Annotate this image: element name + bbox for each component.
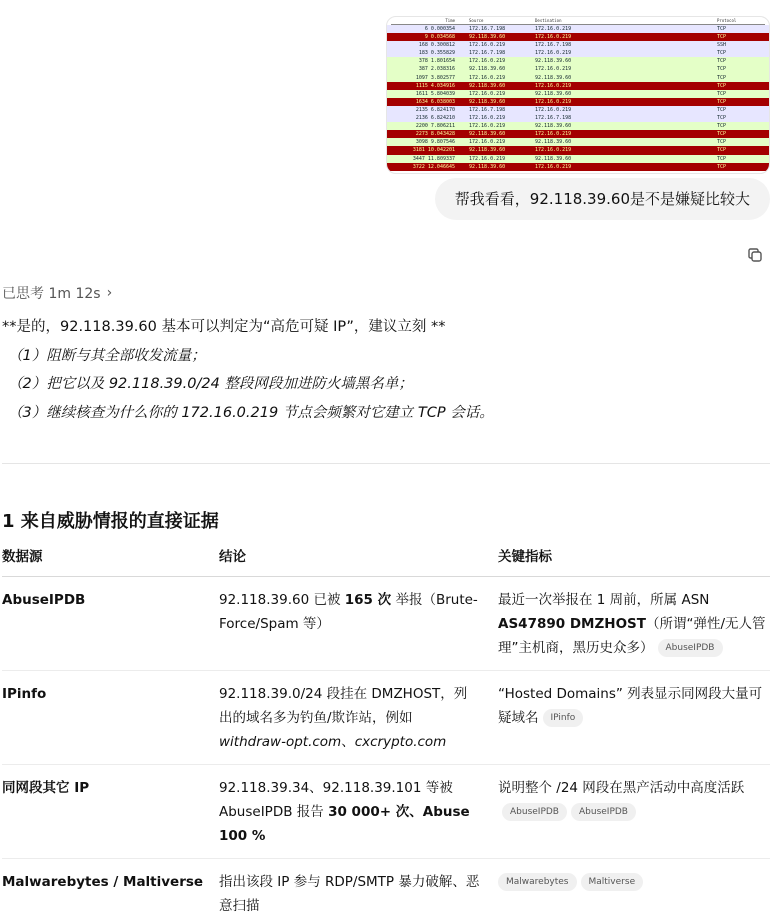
capture-header-destination: Destination [535,18,562,23]
capture-cell-time [391,155,457,163]
section-divider [2,463,770,464]
copy-icon[interactable] [746,246,764,264]
capture-cell-timestamp: 6.824210 [430,115,455,122]
capture-cell-number: 2273 [415,131,428,138]
capture-cell-source: 172.16.0.219 [469,74,506,81]
capture-cell-protocol: TCP [717,90,727,97]
capture-cell-timestamp: 10.042201 [427,147,455,154]
capture-cell-timestamp: 6.038003 [430,98,455,105]
capture-cell-time [391,146,457,154]
capture-row [387,41,769,49]
capture-header-time: Time [445,18,455,23]
thinking-toggle[interactable] [2,283,112,303]
capture-cell-destination: 172.16.0.219 [535,50,572,57]
text-segment: （所谓“弹性/无人管理”主机商，黑历史众多） [498,615,766,656]
capture-cell-protocol: TCP [717,34,727,41]
capture-cell-time [391,74,457,82]
capture-row [387,65,769,73]
capture-row [387,82,769,90]
capture-cell-destination: 172.16.0.219 [535,106,572,113]
capture-cell-number: 2136 [415,115,428,122]
source-citation-pill[interactable]: Maltiverse [581,873,644,891]
capture-cell-time [391,33,457,41]
source-citation-pill[interactable]: AbuseIPDB [502,803,567,821]
capture-row [387,130,769,138]
capture-cell-protocol: TCP [717,58,727,65]
capture-cell-time [391,122,457,130]
capture-cell-number: 1115 [415,82,428,89]
text-segment: AS47890 DMZHOST [498,615,646,632]
capture-row [387,98,769,106]
capture-cell-timestamp: 12.046645 [427,163,455,170]
text-segment: 说明整个 /24 网段在黑产活动中高度活跃 [498,779,745,796]
capture-cell-destination: 172.16.0.219 [535,82,572,89]
capture-cell-source: 92.118.39.60 [469,147,506,154]
capture-cell-timestamp: 5.804039 [430,90,455,97]
capture-cell-timestamp: 3.802577 [430,74,455,81]
capture-cell-destination: 172.16.7.198 [535,115,572,122]
capture-cell-time [391,138,457,146]
chevron-right-icon: › [106,285,113,301]
capture-cell-number: 3447 [412,155,425,162]
text-segment: 30 000+ 次、Abuse 100 % [219,803,470,844]
cell-source: IPinfo [2,670,219,764]
capture-cell-destination: 172.16.0.219 [535,66,572,73]
capture-cell-number: 1634 [415,98,428,105]
capture-cell-timestamp: 0.300812 [430,42,455,49]
capture-cell-time [391,163,457,171]
table-row [2,670,770,764]
capture-cell-protocol: TCP [717,139,727,146]
capture-cell-number: 168 [418,42,428,49]
capture-header-source: Source [469,18,484,23]
capture-cell-source: 172.16.0.219 [469,123,506,130]
capture-cell-destination: 92.118.39.60 [535,90,572,97]
capture-cell-number: 3098 [415,139,428,146]
capture-cell-source: 172.16.7.198 [469,106,506,113]
answer-lead: **是的，92.118.39.60 基本可以判定为“高危可疑 IP”，建议立刻 ** [2,319,446,335]
text-segment: withdraw-opt.com [219,733,342,750]
threat-intel-table [2,545,770,918]
capture-cell-protocol: TCP [717,74,727,81]
capture-cell-source: 92.118.39.60 [469,98,506,105]
source-citation-pill[interactable]: Malwarebytes [498,873,577,891]
header-conclusion: 结论 [219,545,498,576]
capture-cell-destination: 92.118.39.60 [535,74,572,81]
header-source: 数据源 [2,545,219,576]
capture-row [387,163,769,171]
capture-row [387,74,769,82]
capture-header [391,18,765,25]
capture-cell-timestamp: 4.034916 [430,82,455,89]
capture-row [387,155,769,163]
capture-row [387,122,769,130]
cell-indicator [498,670,770,764]
capture-cell-source: 172.16.0.219 [469,42,506,49]
capture-cell-destination: 92.118.39.60 [535,123,572,130]
capture-cell-protocol: TCP [717,98,727,105]
text-segment: 92.118.39.34、92.118.39.101 等被 AbuseIPDB 报告 [219,779,453,820]
capture-cell-number: 1097 [415,74,428,81]
answer-step-3: （3）继续核查为什么你的 172.16.0.219 节点会频繁对它建立 TCP 会话。 [8,404,494,421]
capture-cell-protocol: TCP [717,115,727,122]
capture-cell-source: 172.16.0.219 [469,90,506,97]
capture-cell-time [391,130,457,138]
table-header-row [2,545,770,576]
answer-step-2: （2）把它以及 92.118.39.0/24 整段网段加进防火墙黑名单； [8,376,413,392]
capture-cell-source: 172.16.0.219 [469,155,506,162]
capture-cell-timestamp: 6.824170 [430,106,455,113]
table-row [2,858,770,918]
capture-cell-protocol: TCP [717,147,727,154]
capture-cell-source: 92.118.39.60 [469,82,506,89]
table-body [2,576,770,918]
capture-cell-protocol: TCP [717,106,727,113]
capture-cell-destination: 172.16.0.219 [535,26,572,32]
cell-source: Malwarebytes / Maltiverse [2,873,204,890]
capture-cell-source: 92.118.39.60 [469,163,506,170]
capture-cell-source: 172.16.0.219 [469,139,506,146]
capture-cell-protocol: TCP [717,163,727,170]
capture-row [387,106,769,114]
capture-cell-destination: 172.16.0.219 [535,98,572,105]
packet-capture-image[interactable] [386,16,770,174]
table-row [2,576,770,670]
header-indicator: 关键指标 [498,545,770,576]
text-segment: “Hosted Domains” 列表显示同网段大量可疑域名 [498,685,763,726]
capture-cell-number: 6 [424,26,428,32]
capture-cell-time [391,106,457,114]
cell-conclusion [219,764,498,858]
capture-cell-destination: 92.118.39.60 [535,58,572,65]
capture-cell-source: 92.118.39.60 [469,66,506,73]
capture-cell-timestamp: 0.355829 [430,50,455,57]
text-segment: cxcrypto.com [354,733,447,750]
capture-cell-protocol: TCP [717,50,727,57]
capture-cell-destination: 92.118.39.60 [535,139,572,146]
source-citation-pill[interactable]: AbuseIPDB [571,803,636,821]
capture-cell-protocol: TCP [717,155,727,162]
capture-cell-protocol: SSH [717,42,727,49]
capture-cell-source: 172.16.7.198 [469,26,506,32]
capture-cell-destination: 92.118.39.60 [535,155,572,162]
capture-cell-timestamp: 7.806211 [430,123,455,130]
capture-row [387,49,769,57]
cell-conclusion [219,670,498,764]
capture-cell-timestamp: 11.809337 [427,155,455,162]
cell-conclusion [219,576,498,670]
capture-cell-timestamp: 2.038316 [430,66,455,73]
capture-row [387,138,769,146]
section-title: 1 来自威胁情报的直接证据 [2,511,219,532]
text-segment: 92.118.39.60 已被 [219,591,345,608]
capture-cell-time [391,49,457,57]
capture-cell-protocol: TCP [717,131,727,138]
capture-cell-destination: 172.16.0.219 [535,163,572,170]
table-row [2,764,770,858]
capture-cell-timestamp: 0.000354 [430,26,455,32]
capture-cell-number: 3181 [412,147,425,154]
text-segment: 、 [341,733,355,750]
capture-rows [387,25,769,171]
capture-row [387,33,769,41]
capture-cell-number: 2135 [415,106,428,113]
capture-cell-destination: 172.16.0.219 [535,147,572,154]
capture-cell-time [391,114,457,122]
capture-cell-source: 172.16.0.219 [469,58,506,65]
answer-step-1: （1）阻断与其全部收发流量； [8,347,206,364]
assistant-answer [2,313,772,427]
capture-cell-number: 9 [424,34,428,41]
cell-indicator [498,858,770,918]
capture-cell-number: 183 [418,50,428,57]
capture-row [387,146,769,154]
capture-cell-timestamp: 9.807546 [430,139,455,146]
cell-indicator [498,576,770,670]
capture-cell-source: 172.16.0.219 [469,115,506,122]
thinking-label: 已思考 1m 12s [2,286,101,302]
capture-cell-number: 1611 [415,90,428,97]
capture-cell-time [391,90,457,98]
capture-cell-time [391,98,457,106]
source-citation-pill[interactable]: IPinfo [543,709,584,727]
capture-cell-source: 172.16.7.198 [469,50,506,57]
text-segment: 92.118.39.0/24 段挂在 DMZHOST，列出的域名多为钓鱼/欺诈站，例如 [219,685,468,726]
capture-cell-time [391,65,457,73]
capture-cell-protocol: TCP [717,123,727,130]
capture-row [387,114,769,122]
capture-cell-destination: 172.16.7.198 [535,42,572,49]
source-citation-pill[interactable]: AbuseIPDB [658,639,723,657]
capture-cell-number: 3722 [412,163,425,170]
capture-cell-number: 378 [418,58,428,65]
text-segment: 指出该段 IP 参与 RDP/SMTP 暴力破解、恶意扫描 [219,873,480,914]
capture-cell-source: 92.118.39.60 [469,34,506,41]
capture-cell-destination: 172.16.0.219 [535,131,572,138]
cell-source: 同网段其它 IP [2,764,219,858]
capture-cell-timestamp: 0.034568 [430,34,455,41]
capture-cell-number: 2200 [415,123,428,130]
capture-cell-timestamp: 1.801654 [430,58,455,65]
user-message-bubble: 帮我看看，92.118.39.60是不是嫌疑比较大 [435,178,770,220]
capture-cell-destination: 172.16.0.219 [535,34,572,41]
capture-row [387,57,769,65]
capture-cell-number: 387 [418,66,428,73]
capture-cell-protocol: TCP [717,82,727,89]
capture-cell-time [391,82,457,90]
text-segment: 举报（Brute-Force/Spam 等） [219,591,478,632]
cell-source: AbuseIPDB [2,576,219,670]
text-segment: 最近一次举报在 1 周前，所属 ASN [498,591,710,608]
capture-header-protocol: Protocol [717,18,737,23]
capture-cell-time [391,25,457,33]
capture-cell-protocol: TCP [717,26,727,32]
capture-cell-time [391,57,457,65]
capture-cell-time [391,41,457,49]
cell-conclusion [219,858,498,918]
capture-cell-source: 92.118.39.60 [469,131,506,138]
capture-row [387,25,769,33]
text-segment: 165 次 [344,591,392,608]
capture-cell-protocol: TCP [717,66,727,73]
capture-cell-timestamp: 8.043428 [430,131,455,138]
cell-indicator [498,764,770,858]
capture-row [387,90,769,98]
